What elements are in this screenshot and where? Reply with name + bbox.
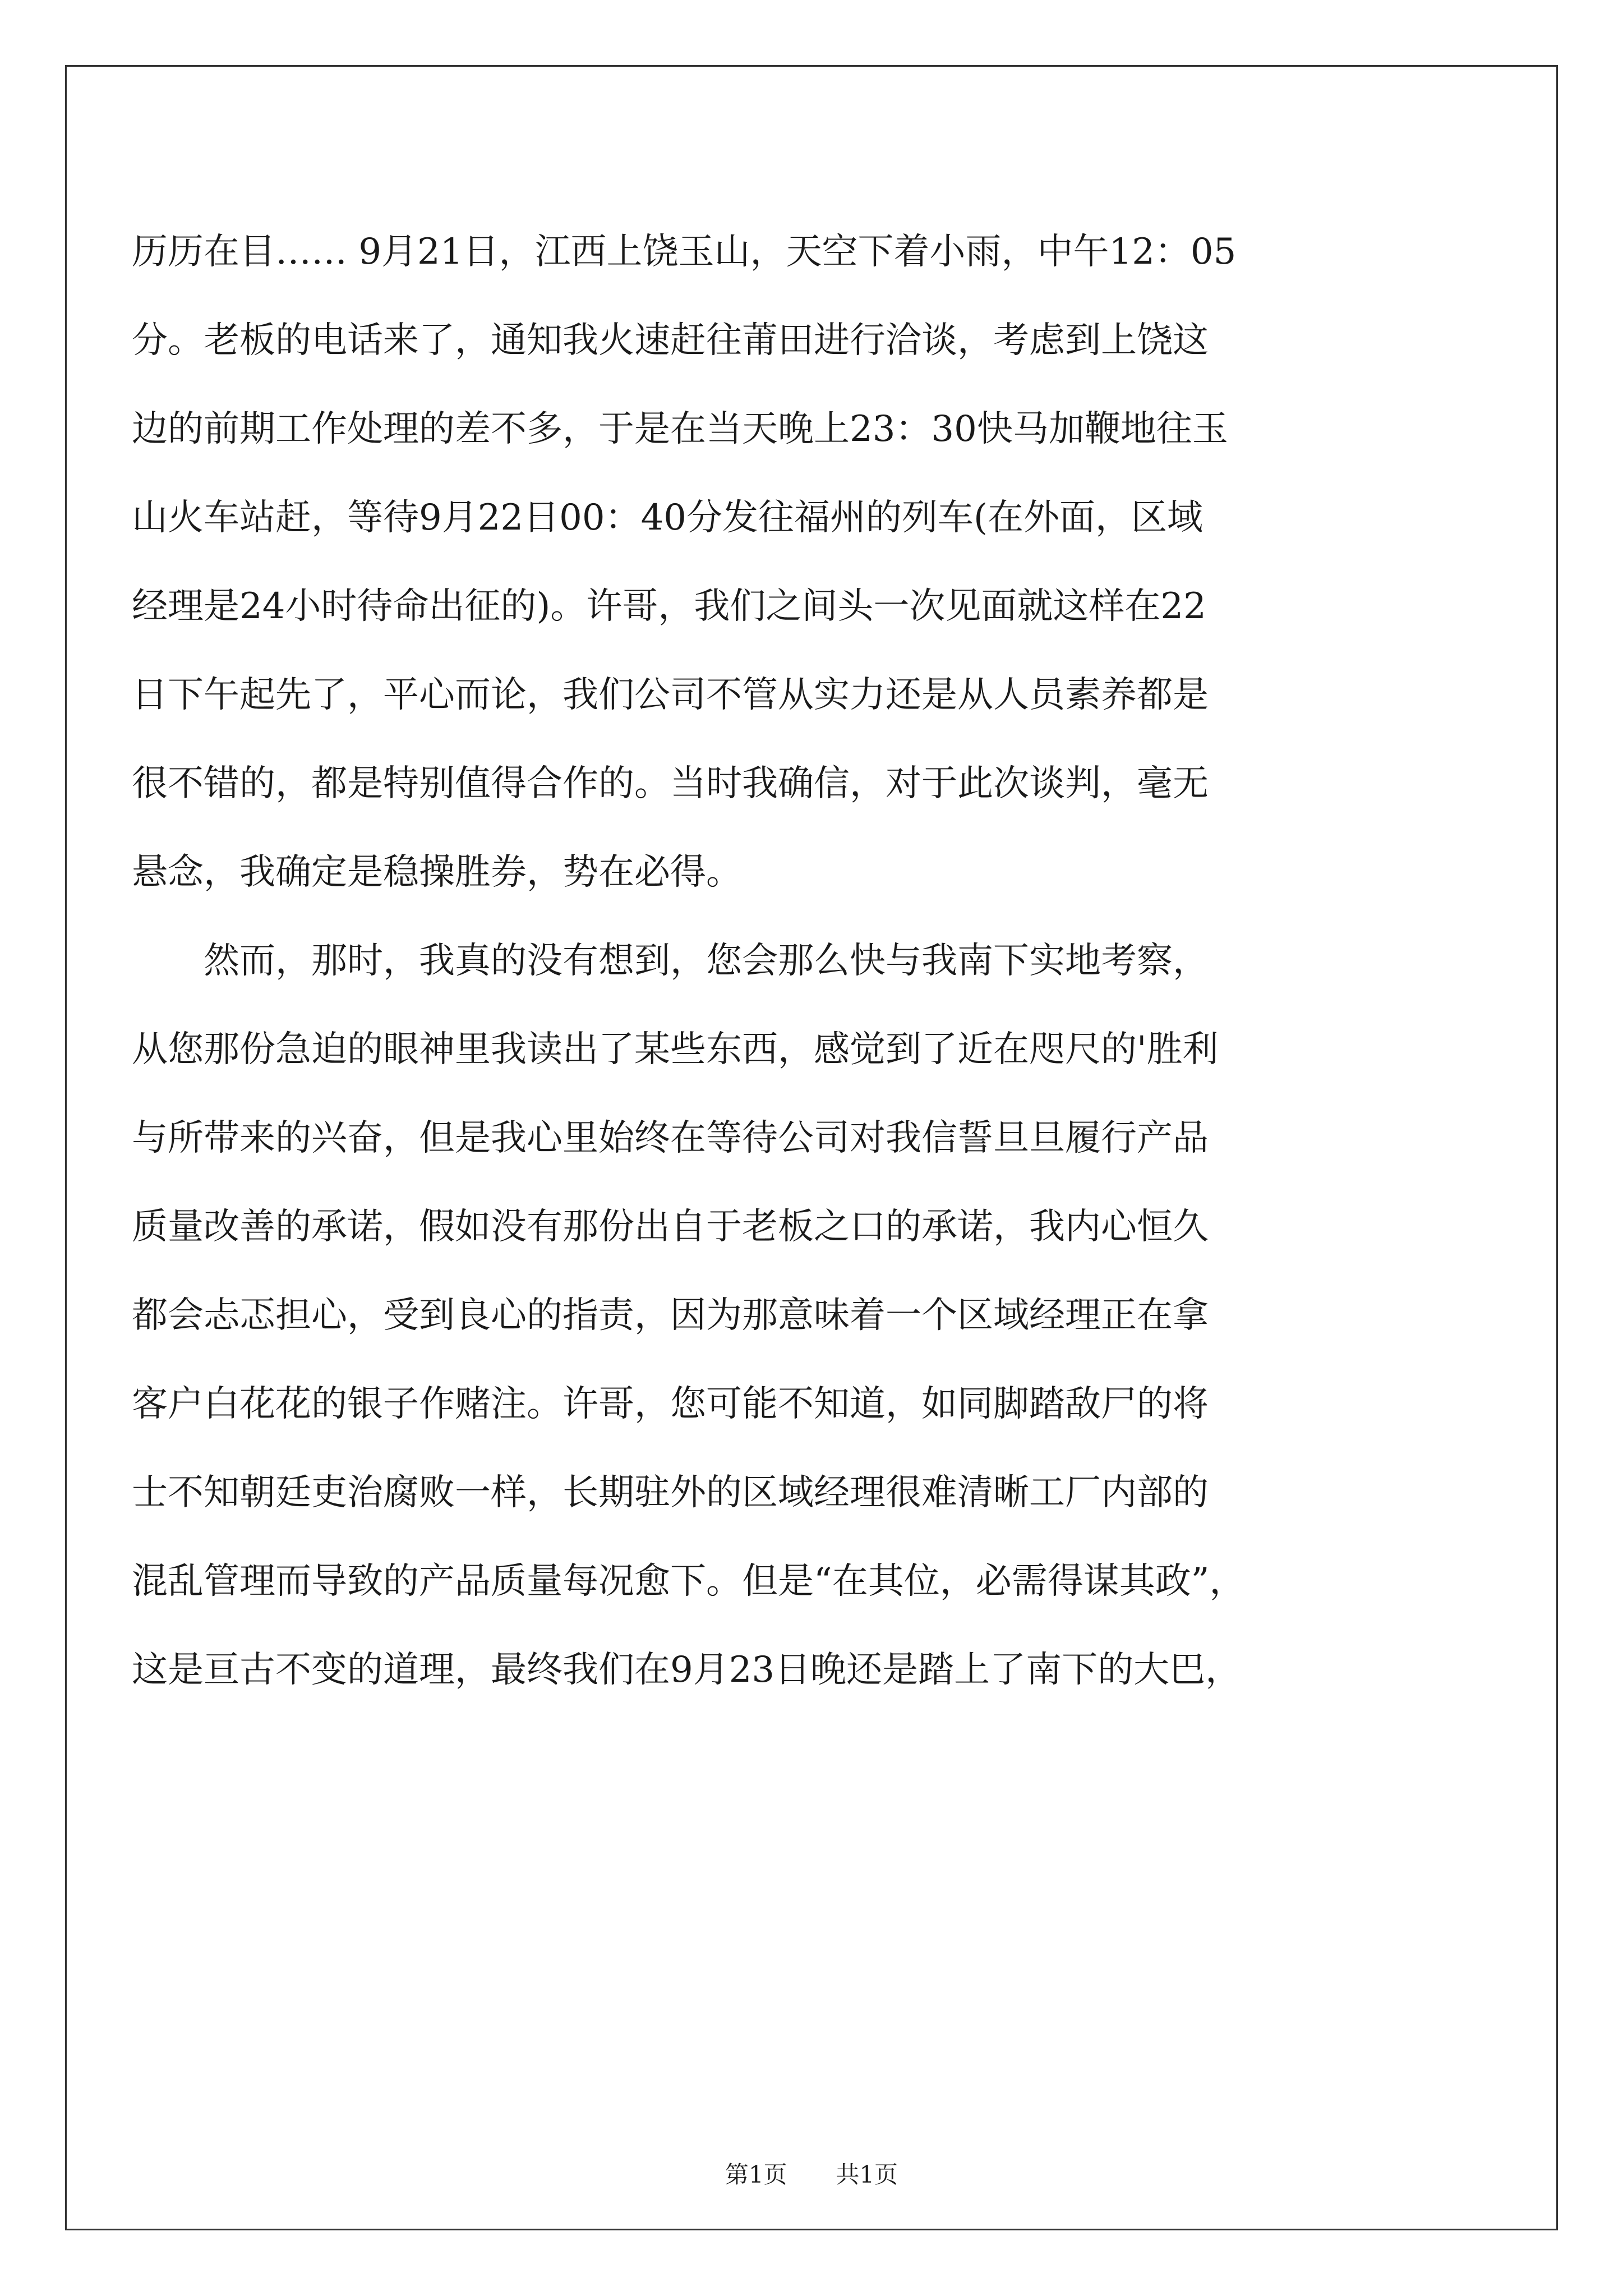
text-line: 与所带来的兴奋，但是我心里始终在等待公司对我信誓旦旦履行产品 xyxy=(132,1117,1209,1159)
page-number: 第1页 xyxy=(725,2161,787,2188)
text-line: 经理是24小时待命出征的)。许哥，我们之间头一次见面就这样在22 xyxy=(132,586,1206,627)
text-line: 都会忐忑担心，受到良心的指责，因为那意味着一个区域经理正在拿 xyxy=(132,1295,1209,1336)
text-line: 边的前期工作处理的差不多，于是在当天晚上23：30快马加鞭地往玉 xyxy=(132,408,1228,450)
text-line: 历历在目…… 9月21日，江西上饶玉山，天空下着小雨，中午12：05 xyxy=(132,231,1237,273)
document-body xyxy=(132,208,1495,1714)
page-total: 共1页 xyxy=(836,2161,898,2188)
text-line: 悬念，我确定是稳操胜券，势在必得。 xyxy=(132,852,742,893)
text-line: 士不知朝廷吏治腐败一样，长期驻外的区域经理很难清晰工厂内部的 xyxy=(132,1472,1209,1513)
text-line: 混乱管理而导致的产品质量每况愈下。但是“在其位，必需得谋其政”， xyxy=(132,1561,1246,1602)
text-line: 客户白花花的银子作赌注。许哥，您可能不知道，如同脚踏敌尸的将 xyxy=(132,1383,1209,1425)
text-line: 从您那份急迫的眼神里我读出了某些东西，感觉到了近在咫尺的'胜利 xyxy=(132,1029,1219,1070)
text-line: 然而，那时，我真的没有想到，您会那么快与我南下实地考察， xyxy=(132,940,1209,982)
text-line: 这是亘古不变的道理，最终我们在9月23日晚还是踏上了南下的大巴， xyxy=(132,1649,1242,1691)
text-line: 质量改善的承诺，假如没有那份出自于老板之口的承诺，我内心恒久 xyxy=(132,1206,1209,1248)
text-line: 山火车站赶，等待9月22日00：40分发往福州的列车(在外面，区域 xyxy=(132,497,1203,539)
page-footer xyxy=(0,2156,1623,2190)
text-line: 很不错的，都是特别值得合作的。当时我确信，对于此次谈判，毫无 xyxy=(132,763,1209,804)
text-line: 日下午起先了，平心而论，我们公司不管从实力还是从人员素养都是 xyxy=(132,674,1209,716)
text-line: 分。老板的电话来了，通知我火速赶往莆田进行洽谈，考虑到上饶这 xyxy=(132,320,1209,361)
